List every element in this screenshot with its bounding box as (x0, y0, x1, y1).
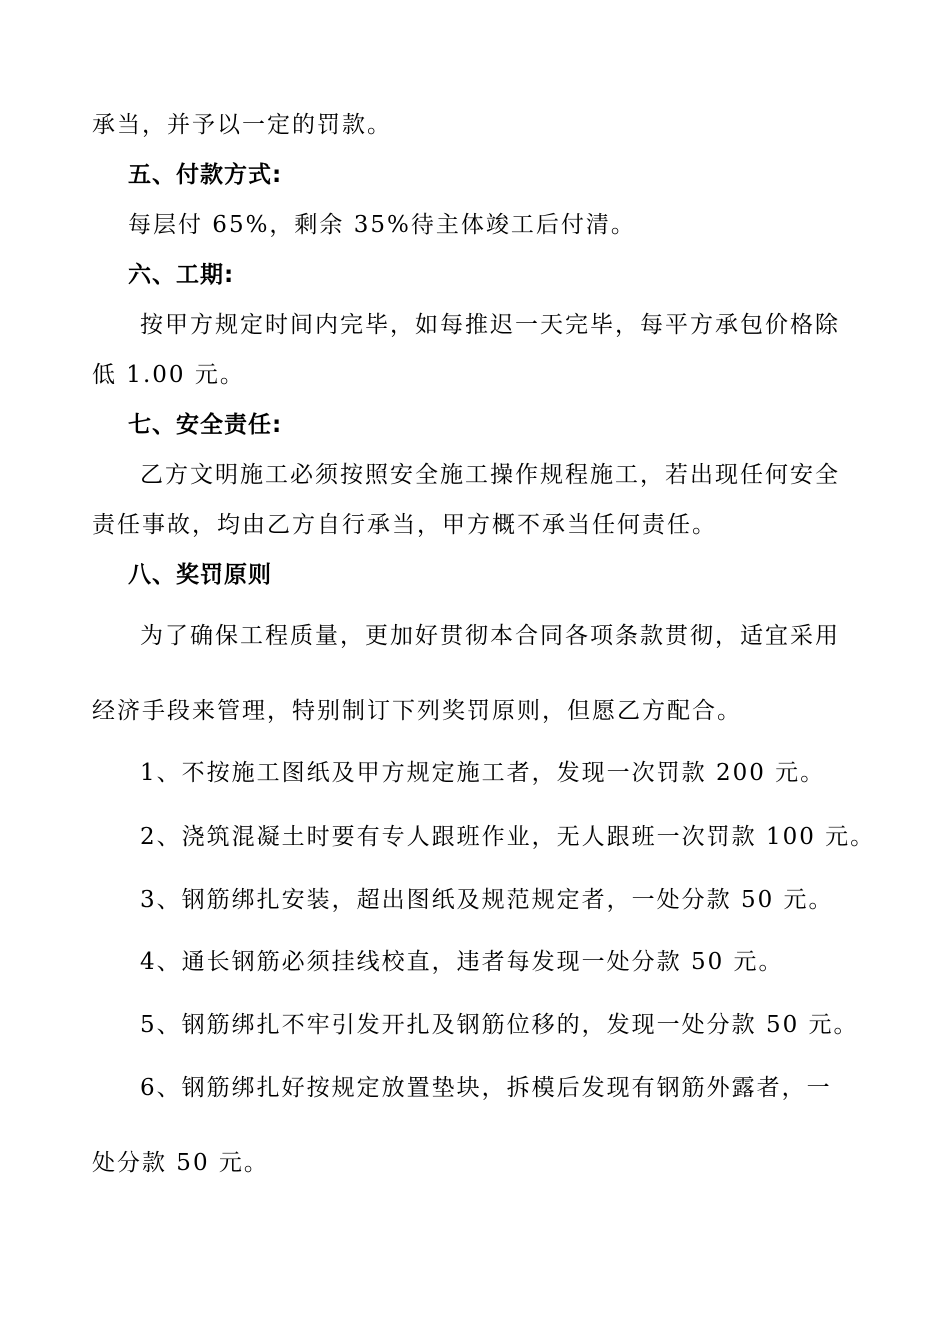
list-item: 1、不按施工图纸及甲方规定施工者，发现一次罚款 200 元。 (140, 760, 826, 786)
list-item: 3、钢筋绑扎安装，超出图纸及规范规定者，一处分款 50 元。 (140, 887, 834, 913)
paragraph-line: 按甲方规定时间内完毕，如每推迟一天完毕，每平方承包价格除 (140, 312, 840, 338)
list-item-continuation: 处分款 50 元。 (92, 1150, 269, 1176)
section-heading-payment: 五、付款方式: (128, 162, 283, 188)
paragraph-line: 低 1.00 元。 (92, 362, 245, 388)
paragraph-line: 责任事故，均由乙方自行承当，甲方概不承当任何责任。 (92, 512, 717, 538)
list-item: 2、浇筑混凝土时要有专人跟班作业，无人跟班一次罚款 100 元。 (140, 824, 876, 850)
list-item: 6、钢筋绑扎好按规定放置垫块，拆模后发现有钢筋外露者，一 (140, 1075, 832, 1101)
paragraph-line: 承当，并予以一定的罚款。 (92, 112, 392, 138)
paragraph-line: 经济手段来管理，特别制订下列奖罚原则，但愿乙方配合。 (92, 698, 742, 724)
paragraph-line: 乙方文明施工必须按照安全施工操作规程施工，若出现任何安全 (140, 462, 840, 488)
list-item: 4、通长钢筋必须挂线校直，违者每发现一处分款 50 元。 (140, 949, 784, 975)
paragraph-line: 为了确保工程质量，更加好贯彻本合同各项条款贯彻，适宜采用 (140, 623, 840, 649)
list-item: 5、钢筋绑扎不牢引发开扎及钢筋位移的，发现一处分款 50 元。 (140, 1012, 859, 1038)
section-heading-schedule: 六、工期: (128, 262, 235, 288)
section-heading-rewards-penalties: 八、奖罚原则 (128, 562, 272, 588)
section-heading-safety: 七、安全责任: (128, 412, 283, 438)
paragraph-line: 每层付 65%，剩余 35%待主体竣工后付清。 (128, 212, 636, 238)
